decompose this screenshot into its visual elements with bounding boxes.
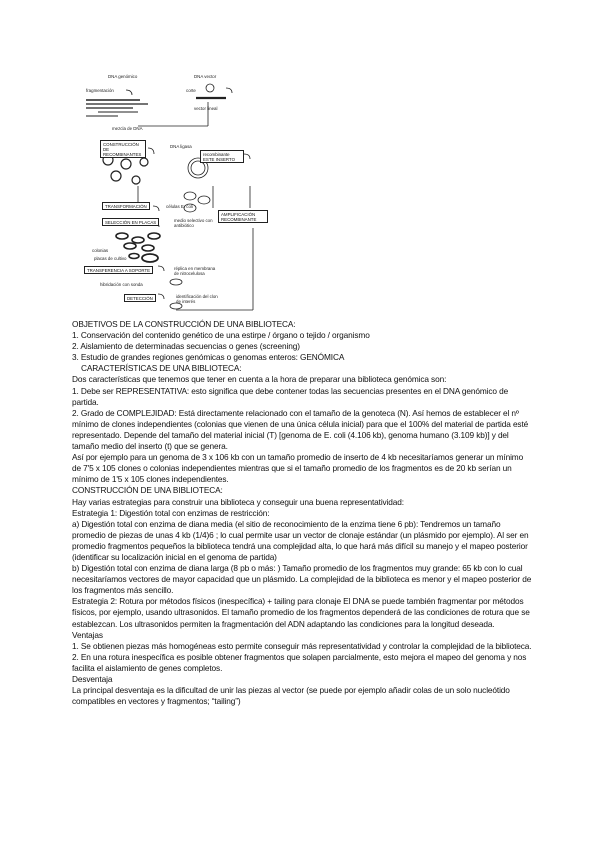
strategy-2: Estrategia 2: Rotura por métodos físicos (inespecífica) + tailing para clonaje El DNA se puede también fragmentar por métodos físicos, por ejemplo, usando ultrasonidos. El tamaño promedio de los fragmentos dependerá de las condiciones de rotura que se establezcan. Los ultrasonidos permiten la fragmentación del ADN adaptando las condiciones para la longitud deseada. — [72, 596, 530, 629]
label-colonies: colonias — [92, 248, 109, 253]
label-fragmentation: fragmentación — [86, 88, 114, 93]
strategy-1-title: Estrategia 1: Digestión total con enzimas de restricción: — [72, 507, 270, 518]
construction-intro: Hay varias estrategias para construir una biblioteca y conseguir una buena representatividad: — [72, 496, 404, 507]
label-ecoli-cells: células E. coli — [166, 204, 193, 209]
label-clone-identification: identificación del clon de interés — [176, 294, 218, 304]
label-dna-ligase: DNA ligasa — [170, 144, 192, 149]
characteristic-complexity: 2. Grado de COMPLEJIDAD: Está directamente relacionado con el tamaño de la genoteca (N). Así hemos de establecer el nº mínimo de clones independientes (colonias que vienen de una única célula inicial) para que el 100% del material de partida esté representado. Depende del tamaño del material inicial (T) [genoma de E. coli (4.106 kb), genoma humano (3.109 kb)] y del tamaño medio del inserto (t) que se genera. — [72, 407, 529, 452]
box-transformation: TRANSFORMACIÓN — [102, 202, 150, 210]
label-nitrocellulose-replica: réplica en membrana de nitrocelulosa — [174, 266, 216, 276]
advantage-1: 1. Se obtienen piezas más homogéneas esto permite conseguir más representatividad y controlar la complejidad de la biblioteca. — [72, 640, 532, 651]
label-genomic-dna: DNA genómico — [108, 74, 138, 79]
objective-item-2: 2. Aislamiento de determinadas secuencias o genes (screening) — [72, 341, 300, 352]
label-vector-dna: DNA vector — [194, 74, 217, 79]
label-culture-plates: placas de cultivo — [94, 256, 127, 261]
heading-characteristics: CARACTERÍSTICAS DE UNA BIBLIOTECA: — [81, 363, 242, 374]
strategy-1b: b) Digestión total con enzima de diana larga (8 pb o más: ) Tamaño promedio de los fragmentos muy grande: 65 kb con lo cual necesitaríamos vectores de mayor capacidad que un plásmido. La complejidad de la biblioteca es menor y el mapeo posterior de los fragmentos más sencillo. — [72, 563, 532, 596]
strategy-1a: a) Digestión total con enzima de diana media (el sitio de reconocimiento de la enzima tiene 6 pb): Tendremos un tamaño promedio de piezas de unas 4 kb (1/4)6 ; lo cual permite usar un vector de clonaje estándar (un plásmido por ejemplo). Al ser en promedio fragmentos pequeños la biblioteca tendrá una complejidad alta, lo que hará más difícil su manejo y el mapeo posterior (identificar su localización inicial en el genoma de partida) — [72, 518, 529, 562]
box-detection: DETECCIÓN — [124, 294, 156, 302]
complexity-example: Así por ejemplo para un genoma de 3 x 106 kb con un tamaño promedio de inserto de 4 kb necesitaríamos generar un mínimo de 7'5 x 105 clones o colonias independientes mientras que si el tamaño promedio de los fragmentos es de 20 kb serían un mínimo de 1'5 x 105 clones independientes. — [72, 452, 524, 485]
label-dna-mix: mezcla de DNA — [112, 126, 143, 131]
label-selective-medium: medio selectivo con antibiótico — [174, 218, 213, 228]
box-plate-selection: SELECCIÓN EN PLACAS — [102, 218, 159, 226]
heading-advantages: Ventajas — [72, 629, 103, 640]
objective-item-1: 1. Conservación del contenido genético de una estirpe / órgano o tejido / organismo — [72, 330, 370, 341]
diagram-graphics — [78, 68, 288, 318]
disadvantage-text: La principal desventaja es la dificultad de unir las piezas al vector (se puede por ejemplo añadir colas de un solo nucleótido compatibles en vectores y fragmentos; “tailing”) — [72, 685, 510, 707]
document-body — [72, 319, 532, 707]
box-construct-recombinants: CONSTRUCCIÓN DE RECOMBINANTES — [100, 140, 146, 158]
characteristic-representative: 1. Debe ser REPRESENTATIVA: esto significa que debe contener todas las secuencias presentes en el DNA genómico de partida. — [72, 385, 509, 407]
objective-item-3: 3. Estudio de grandes regiones genómicas o genomas enteros: GENÓMICA — [72, 352, 345, 363]
box-amplify-recombinant: AMPLIFICACIÓN RECOMBINANTE — [218, 210, 268, 223]
heading-construction: CONSTRUCCIÓN DE UNA BIBLIOTECA: — [72, 485, 223, 496]
label-cut: corte — [186, 88, 196, 93]
box-recombinant-insert: recombinante ESTE INSERTO — [200, 150, 244, 163]
advantage-2: 2. En una rotura inespecífica es posible obtener fragmentos que solapen parcialmente, esto mejora el mapeo del genoma y nos facilita el aislamiento de genes completos. — [72, 651, 527, 673]
plasmid-circle — [206, 84, 214, 92]
box-transfer-support: TRANSFERENCIA A SOPORTE — [84, 266, 153, 274]
heading-disadvantage: Desventaja — [72, 674, 113, 684]
library-construction-diagram — [78, 68, 288, 318]
label-probe-hybridization: hibridación con sonda — [100, 282, 143, 287]
heading-objectives: OBJETIVOS DE LA CONSTRUCCIÓN DE UNA BIBLIOTECA: — [72, 319, 296, 329]
label-linear-vector: vector lineal — [194, 106, 218, 111]
characteristics-intro: Dos características que tenemos que tener en cuenta a la hora de preparar una biblioteca genómica son: — [72, 374, 447, 385]
